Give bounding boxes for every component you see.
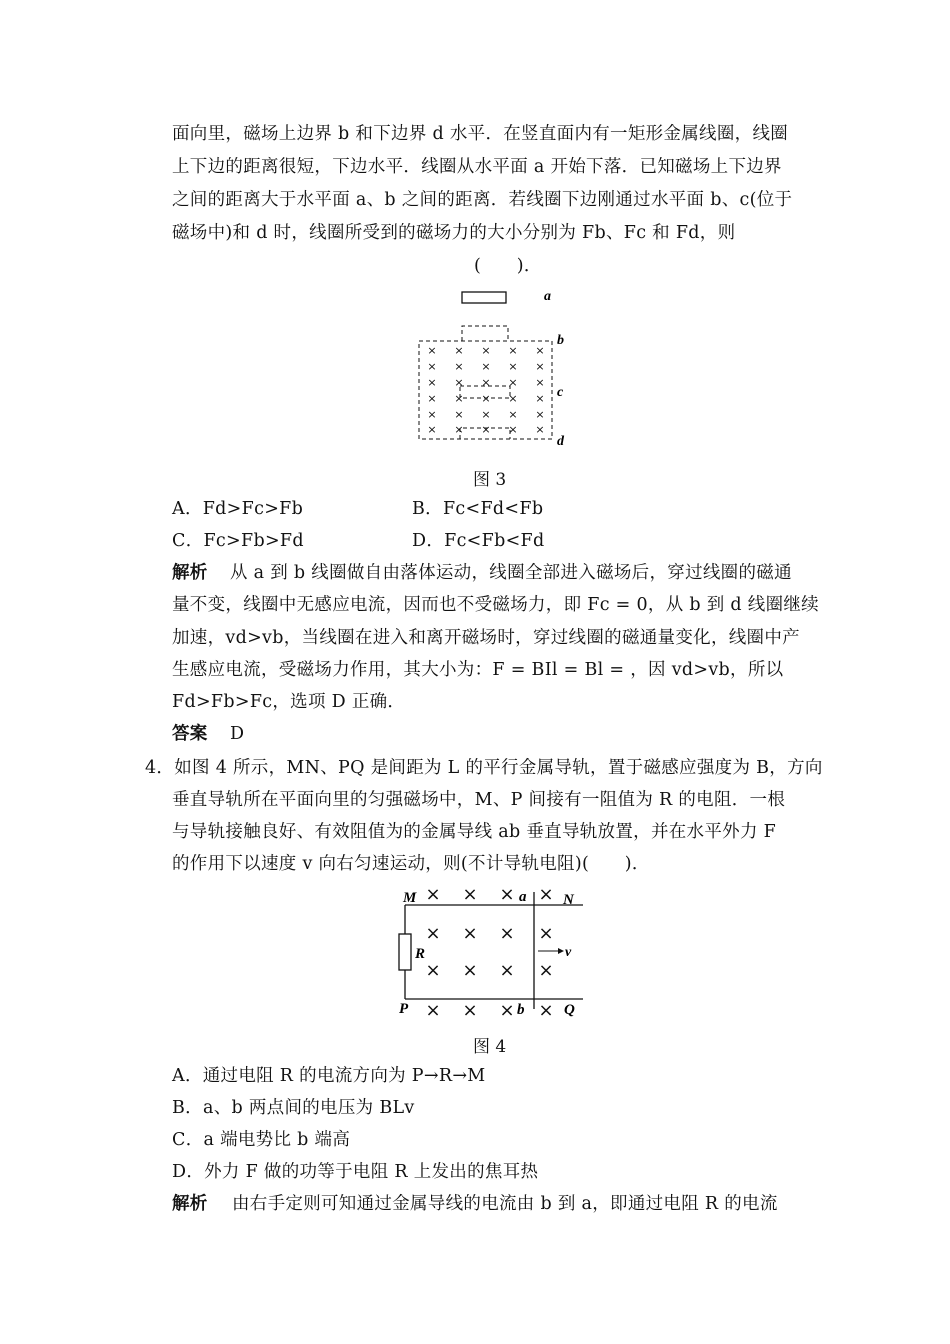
q3-analysis-line-1: 从 a 到 b 线圈做自由落体运动，线圈全部进入磁场后，穿过线圈的磁通 xyxy=(230,563,792,583)
field-cross: × xyxy=(538,884,554,905)
q3-line-4: 磁场中)和 d 时，线圈所受到的磁场力的大小分别为 Fb、Fc 和 Fd，则 xyxy=(172,223,736,243)
field-cross: × xyxy=(499,960,515,981)
q3-answer-bracket: ( )． xyxy=(474,256,542,276)
field-cross: × xyxy=(462,923,478,944)
q3-option-d: D．Fc<Fb<Fd xyxy=(412,531,545,551)
field-cross: × xyxy=(535,408,545,421)
field-cross: × xyxy=(535,360,545,373)
label-m: M xyxy=(403,890,417,906)
field-cross: × xyxy=(425,1000,441,1021)
field-cross: × xyxy=(427,392,437,405)
field-cross: × xyxy=(508,376,518,389)
field-cross: × xyxy=(454,392,464,405)
velocity-arrow-head xyxy=(558,948,564,954)
field-cross: × xyxy=(462,1000,478,1021)
field-cross: × xyxy=(538,1000,554,1021)
q4-option-b: B．a、b 两点间的电压为 BLv xyxy=(172,1098,415,1118)
q4-line-3: 与导轨接触良好、有效阻值为的金属导线 ab 垂直导轨放置，并在水平外力 F xyxy=(172,822,777,842)
field-cross: × xyxy=(481,376,491,389)
field-cross: × xyxy=(454,360,464,373)
q4-analysis-label: 解析 xyxy=(172,1194,208,1214)
field-cross: × xyxy=(481,392,491,405)
q3-option-c: C．Fc>Fb>Fd xyxy=(172,531,304,551)
field-cross: × xyxy=(535,344,545,357)
q4-analysis-line-1: 由右手定则可知通过金属导线的电流由 b 到 a，即通过电阻 R 的电流 xyxy=(232,1194,778,1214)
figure-3-caption: 图 3 xyxy=(473,470,507,490)
label-b: b xyxy=(517,1002,525,1018)
q3-analysis-line-3: 加速，vd>vb，当线圈在进入和离开磁场时，穿过线圈的磁通量变化，线圈中产 xyxy=(172,628,800,648)
q3-analysis-line-2: 量不变，线圈中无感应电流，因而也不受磁场力，即 Fc = 0，从 b 到 d 线圈继续 xyxy=(172,595,819,615)
q4-option-a: A．通过电阻 R 的电流方向为 P→R→M xyxy=(172,1066,486,1086)
figure-3 xyxy=(400,282,590,452)
field-cross: × xyxy=(535,392,545,405)
q3-line-2: 上下边的距离很短，下边水平．线圈从水平面 a 开始下落．已知磁场上下边界 xyxy=(172,157,782,177)
coil-at-b xyxy=(462,326,508,341)
field-cross: × xyxy=(427,376,437,389)
field-cross: × xyxy=(425,960,441,981)
field-cross: × xyxy=(454,376,464,389)
field-cross: × xyxy=(427,344,437,357)
field-cross: × xyxy=(499,884,515,905)
field-cross: × xyxy=(508,344,518,357)
label-c: c xyxy=(557,385,564,400)
q3-option-a: A．Fd>Fc>Fb xyxy=(172,499,304,519)
q4-line-2: 垂直导轨所在平面向里的匀强磁场中，M、P 间接有一阻值为 R 的电阻．一根 xyxy=(172,790,786,810)
q3-line-1: 面向里，磁场上边界 b 和下边界 d 水平．在竖直面内有一矩形金属线圈，线圈 xyxy=(172,124,789,144)
q3-option-b: B．Fc<Fd<Fb xyxy=(412,499,544,519)
field-cross: × xyxy=(481,344,491,357)
field-cross: × xyxy=(535,376,545,389)
label-p: P xyxy=(399,1001,409,1017)
field-cross: × xyxy=(538,960,554,981)
figure-4 xyxy=(395,882,595,1022)
field-cross: × xyxy=(454,408,464,421)
q3-line-3: 之间的距离大于水平面 a、b 之间的距离．若线圈下边刚通过水平面 b、c(位于 xyxy=(172,190,793,210)
field-cross: × xyxy=(499,1000,515,1021)
field-cross: × xyxy=(481,360,491,373)
field-cross: × xyxy=(481,408,491,421)
label-d: d xyxy=(557,434,564,449)
resistor-r xyxy=(399,934,411,970)
q3-analysis-label: 解析 xyxy=(172,563,208,583)
field-cross: × xyxy=(499,923,515,944)
field-cross: × xyxy=(508,423,518,436)
field-cross: × xyxy=(427,408,437,421)
label-q: Q xyxy=(564,1002,575,1018)
q3-answer-label: 答案 xyxy=(172,724,208,744)
field-cross: × xyxy=(425,923,441,944)
figure-4-caption: 图 4 xyxy=(473,1037,507,1057)
field-cross: × xyxy=(454,423,464,436)
label-v: v xyxy=(565,945,572,960)
label-a: a xyxy=(544,289,551,304)
field-cross: × xyxy=(462,960,478,981)
q4-line-1: 4．如图 4 所示，MN、PQ 是间距为 L 的平行金属导轨，置于磁感应强度为 B，方向 xyxy=(145,758,823,778)
q3-answer-value: D xyxy=(230,724,245,744)
field-crosses xyxy=(427,344,544,436)
field-cross: × xyxy=(427,360,437,373)
q4-option-d: D．外力 F 做的功等于电阻 R 上发出的焦耳热 xyxy=(172,1162,539,1182)
label-n: N xyxy=(563,892,574,908)
field-cross: × xyxy=(538,923,554,944)
field-cross: × xyxy=(454,344,464,357)
field-cross: × xyxy=(427,423,437,436)
field-cross: × xyxy=(462,884,478,905)
field-cross: × xyxy=(425,884,441,905)
q4-option-c: C．a 端电势比 b 端高 xyxy=(172,1130,351,1150)
q3-analysis-line-4: 生感应电流，受磁场力作用，其大小为：F = BIl = Bl = ，因 vd>vb，所以 xyxy=(172,660,784,680)
field-cross: × xyxy=(535,423,545,436)
label-a: a xyxy=(519,889,527,905)
field-cross: × xyxy=(508,392,518,405)
q3-analysis-line-5: Fd>Fb>Fc，选项 D 正确． xyxy=(172,692,406,712)
label-r: R xyxy=(415,946,426,962)
field-cross: × xyxy=(481,423,491,436)
field-cross: × xyxy=(508,360,518,373)
q4-line-4: 的作用下以速度 v 向右匀速运动，则(不计导轨电阻)( )． xyxy=(172,854,650,874)
label-b: b xyxy=(557,333,564,348)
field-cross: × xyxy=(508,408,518,421)
coil-at-a xyxy=(462,292,506,303)
